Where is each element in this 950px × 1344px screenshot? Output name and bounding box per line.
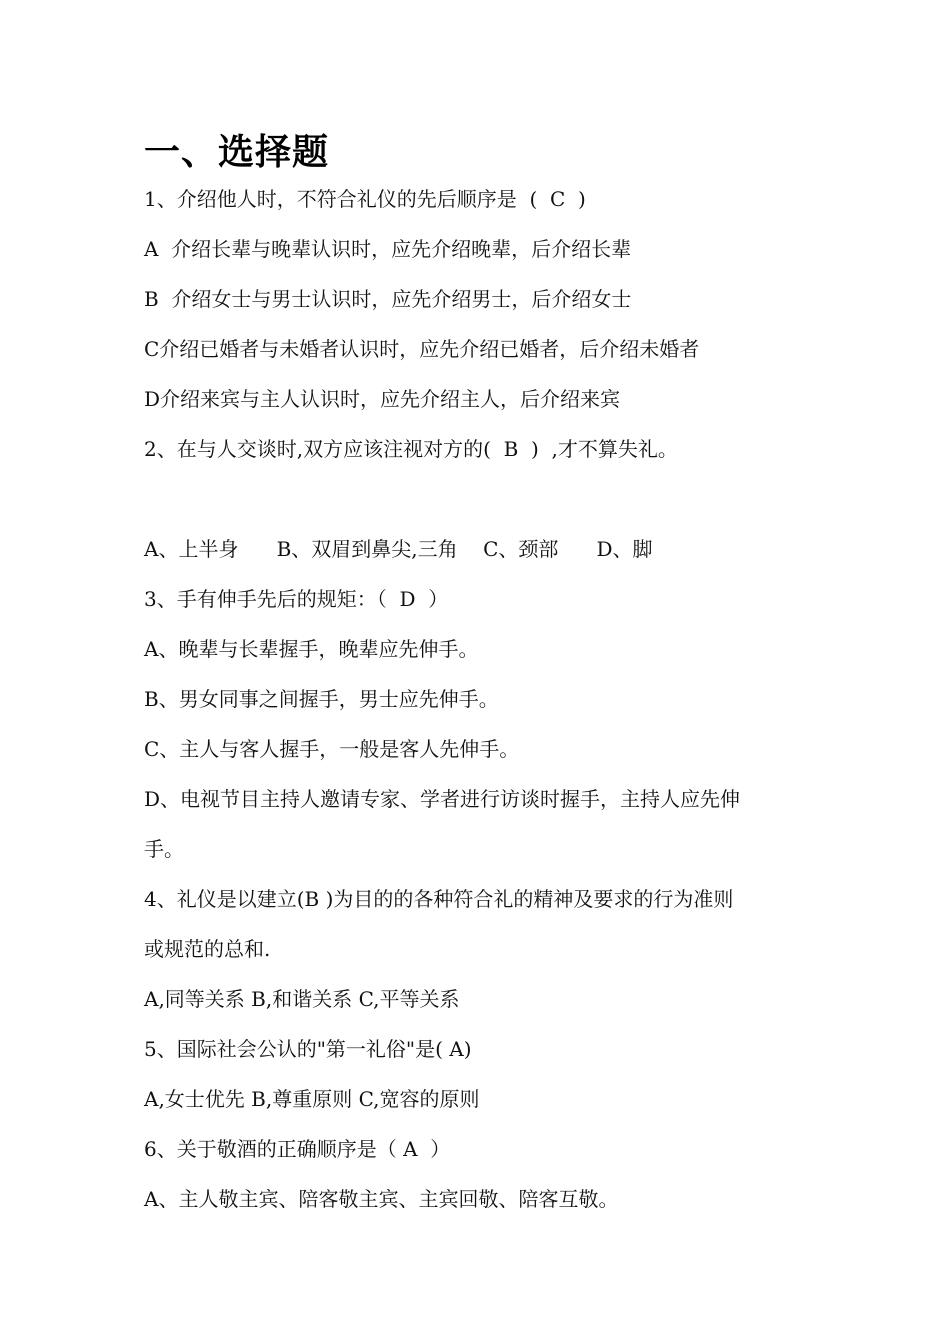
question-3: 3、手有伸手先后的规矩：（ D ）	[144, 587, 449, 611]
q1-option-a: A 介绍长辈与晚辈认识时，应先介绍晚辈，后介绍长辈	[144, 237, 632, 261]
q2-options: A、上半身 B、双眉到鼻尖,三角 C、颈部 D、脚	[144, 537, 653, 561]
q3-option-c: C、主人与客人握手，一般是客人先伸手。	[144, 737, 520, 761]
question-4: 4、礼仪是以建立(B )为目的的各种符合礼的精神及要求的行为准则	[144, 887, 734, 911]
q1-option-c: C介绍已婚者与未婚者认识时，应先介绍已婚者，后介绍未婚者	[144, 337, 700, 361]
q5-options: A,女士优先 B,尊重原则 C,宽容的原则	[144, 1087, 480, 1111]
q4-options: A,同等关系 B,和谐关系 C,平等关系	[144, 987, 460, 1011]
q6-option-a: A、主人敬主宾、陪客敬主宾、主宾回敬、陪客互敬。	[144, 1187, 619, 1211]
question-5: 5、国际社会公认的"第一礼俗"是( A)	[144, 1037, 472, 1061]
q1-option-b: B 介绍女士与男士认识时，应先介绍男士，后介绍女士	[144, 287, 632, 311]
question-1: 1、介绍他人时，不符合礼仪的先后顺序是 ( C )	[144, 187, 586, 211]
q3-option-a: A、晚辈与长辈握手，晚辈应先伸手。	[144, 637, 479, 661]
question-4-continued: 或规范的总和.	[144, 937, 271, 961]
q3-option-d: D、电视节目主持人邀请专家、学者进行访谈时握手，主持人应先伸	[144, 787, 741, 811]
section-title: 一、选择题	[144, 131, 330, 173]
q1-option-d: D介绍来宾与主人认识时，应先介绍主人，后介绍来宾	[144, 387, 621, 411]
q3-option-d-continued: 手。	[144, 837, 184, 861]
question-6: 6、关于敬酒的正确顺序是（ A ）	[144, 1137, 451, 1161]
question-2: 2、在与人交谈时,双方应该注视对方的( B ) ,才不算失礼。	[144, 437, 678, 461]
q3-option-b: B、男女同事之间握手，男士应先伸手。	[144, 687, 499, 711]
